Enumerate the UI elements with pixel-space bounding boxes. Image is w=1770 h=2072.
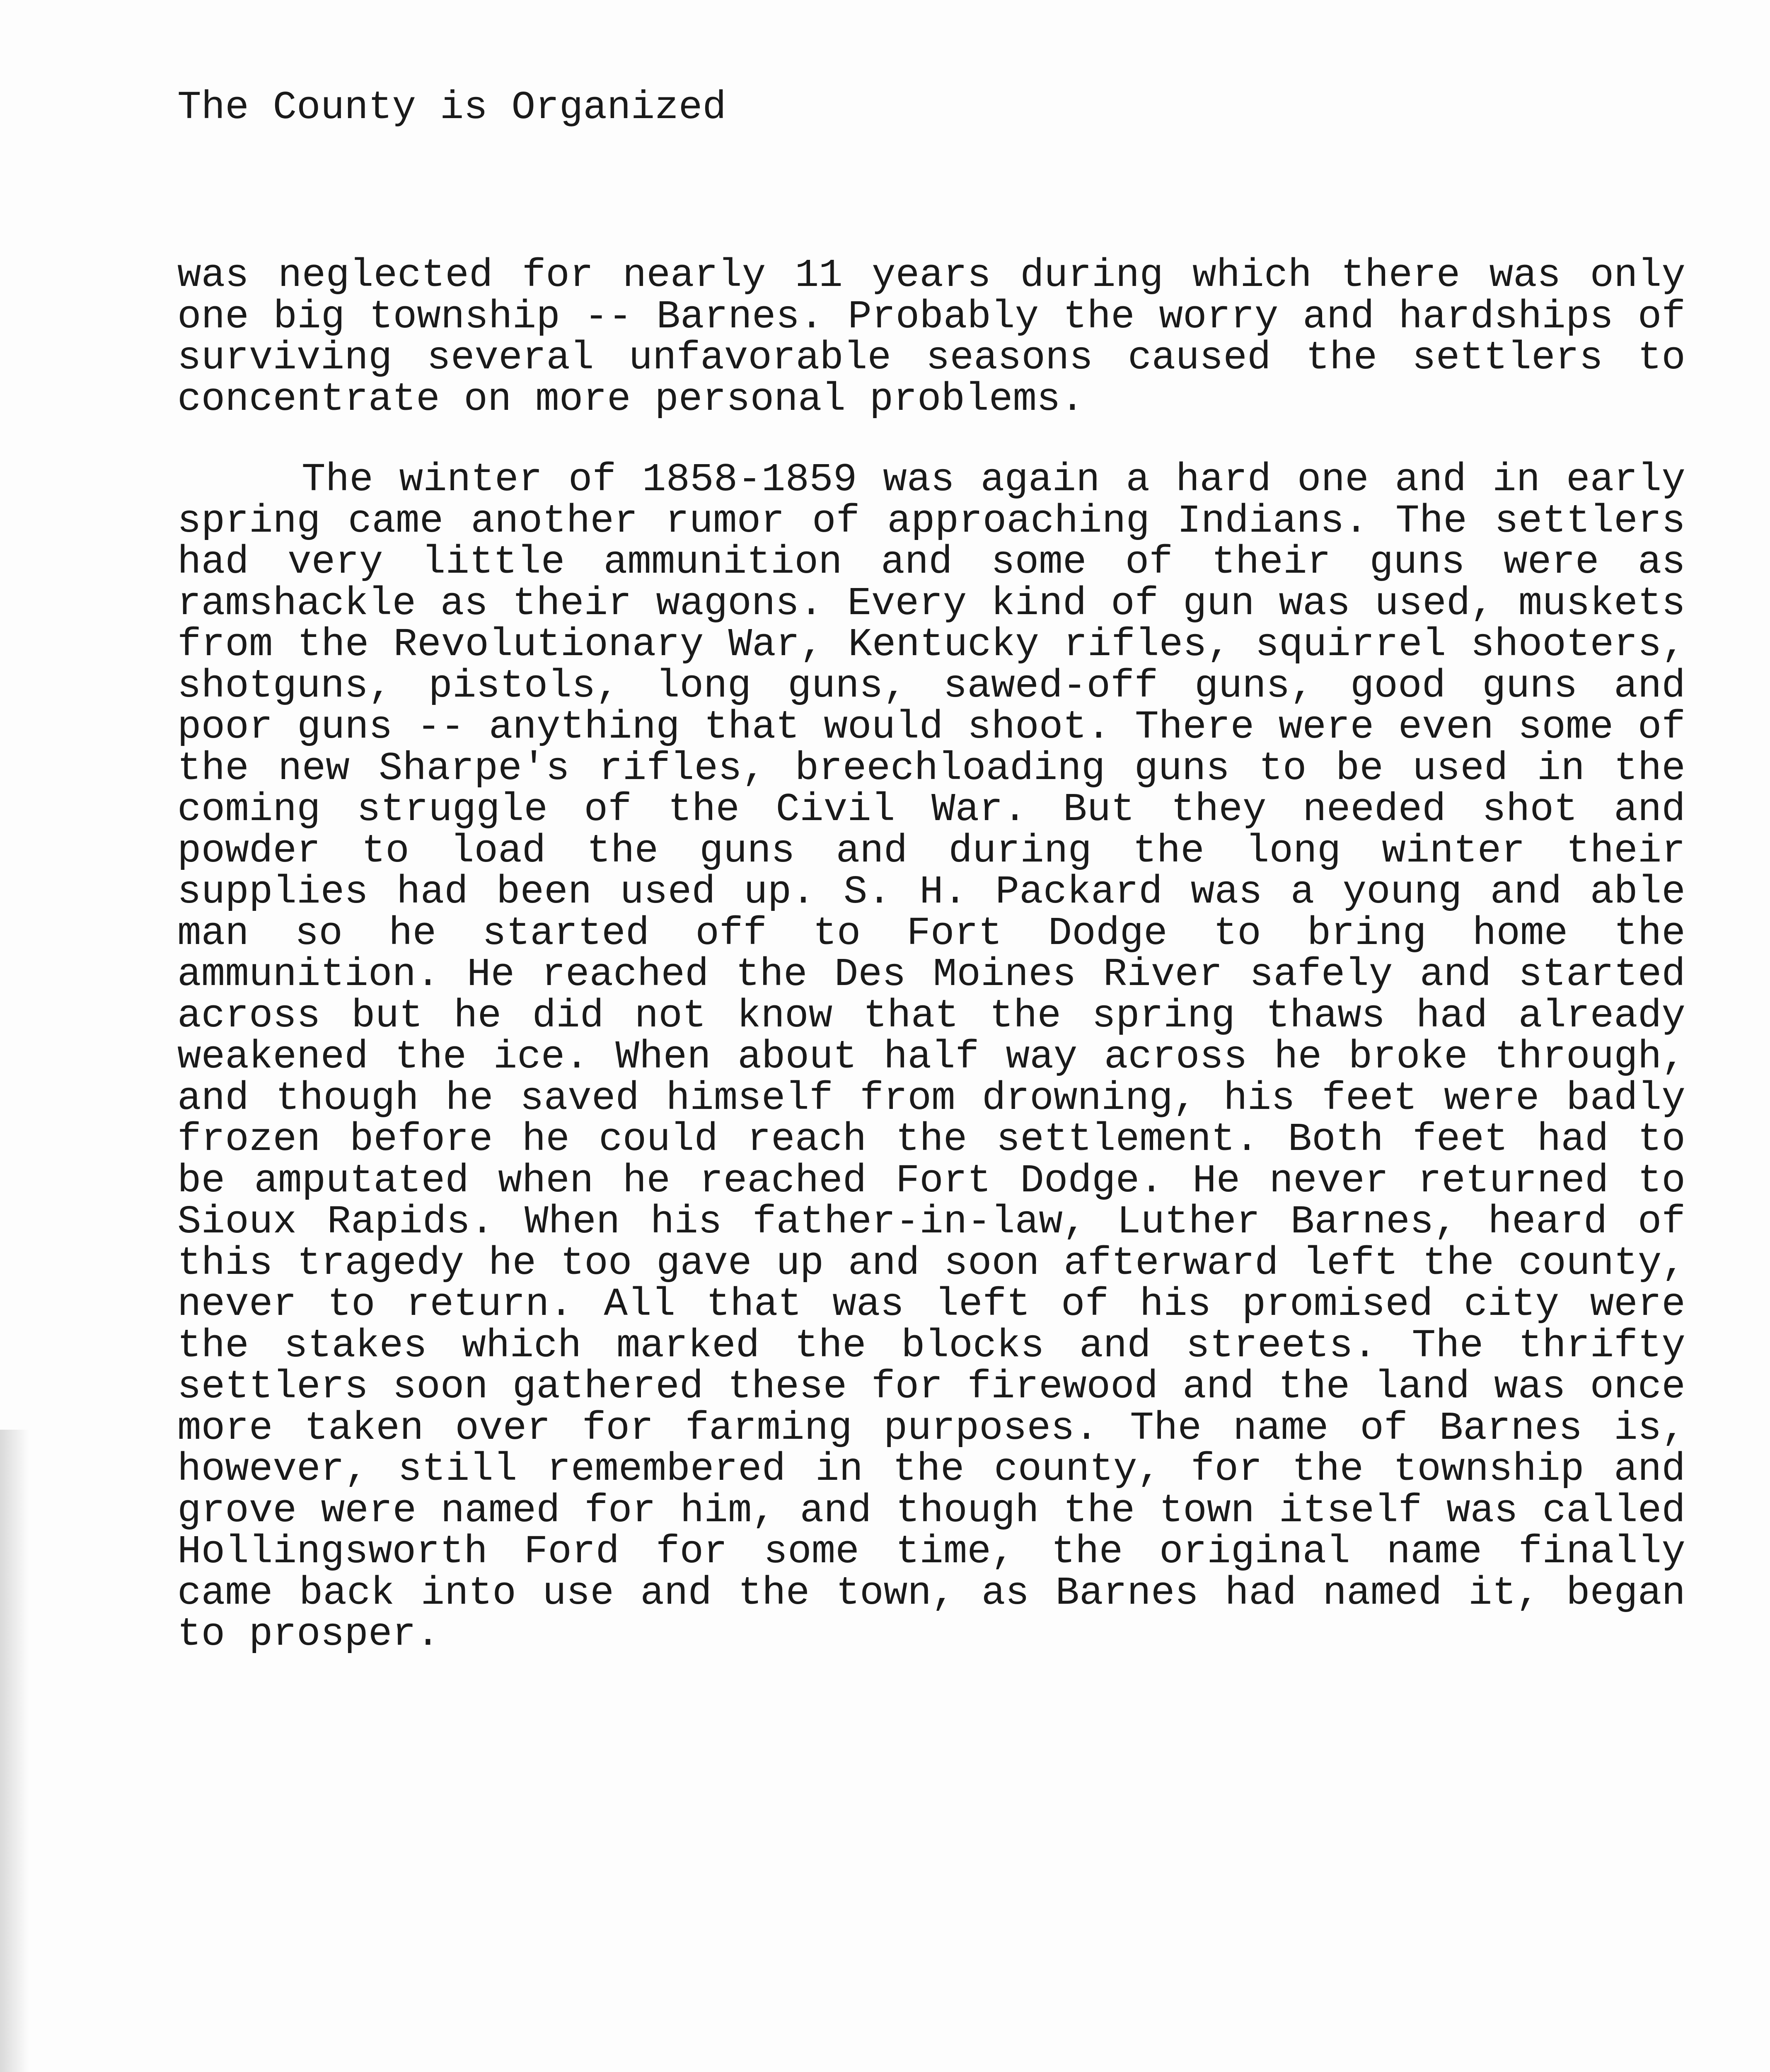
- running-head: The County is Organized: [177, 85, 727, 130]
- paragraph-continued: was neglected for nearly 11 years during which there was only one big township -- Barnes. Probably the worry and hardships of surviving several unfavorable seasons caused the settlers to concentrate on more personal problems.: [177, 253, 1685, 422]
- paragraph-winter-1858: The winter of 1858-1859 was again a hard one and in early spring came another rumor of approaching Indians. The settlers had very little ammunition and some of their guns were as ramshackle as their wagons. Every kind of gun was used, muskets from the Revolutionary War, Kentucky rifles, squirrel shooters, shotguns, pistols, long guns, sawed-off guns, good guns and poor guns -- anything that would shoot. There were even some of the new Sharpe's rifles, breechloading guns to be used in the coming struggle of the Civil War. But they needed shot and powder to load the guns and during the long winter their supplies had been used up. S. H. Packard was a young and able man so he started off to Fort Dodge to bring home the ammunition. He reached the Des Moines River safely and started across but he did not know that the spring thaws had already weakened the ice. When about half way across he broke through, and though he saved himself from drowning, his feet were badly frozen before he could reach the settlement. Both feet had to be amputated when he reached Fort Dodge. He never returned to Sioux Rapids. When his father-in-law, Luther Barnes, heard of this tragedy he too gave up and soon afterward left the county, never to return. All that was left of his promised city were the stakes which marked the blocks and streets. The thrifty settlers soon gathered these for firewood and the land was once more taken over for farming purposes. The name of Barnes is, however, still remembered in the county, for the township and grove were named for him, and though the town itself was called Hollingsworth Ford for some time, the original name finally came back into use and the town, as Barnes had named it, began to prosper.: [177, 457, 1685, 1657]
- body-text: [177, 255, 1685, 1655]
- page-edge-shadow: [0, 1430, 29, 2072]
